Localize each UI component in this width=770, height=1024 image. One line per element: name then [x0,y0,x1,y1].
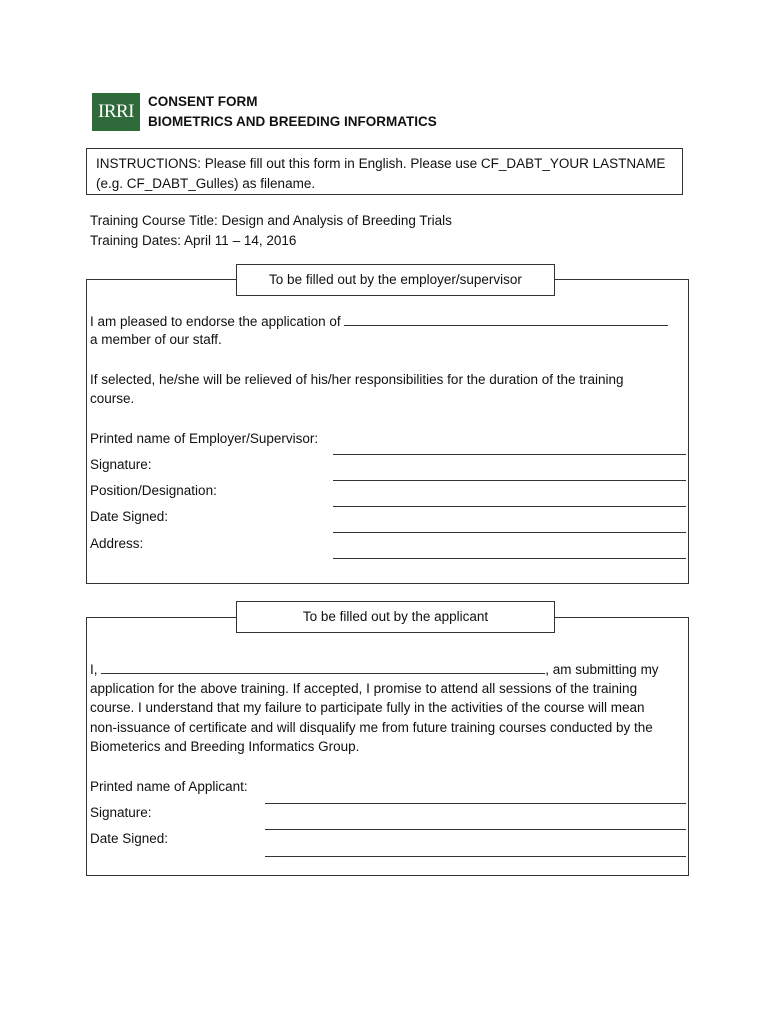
endorse-text: I am pleased to endorse the application of [90,314,341,329]
employer-printed-name-label: Printed name of Employer/Supervisor: [90,431,319,446]
logo-text: IRRI [98,101,134,122]
employer-address-label: Address: [90,536,144,551]
employer-printed-name-field[interactable] [333,454,686,455]
applicant-para-line-2: course. I understand that my failure to participate fully in the activities of the course will mean [90,700,645,715]
applicant-name-field[interactable] [344,311,668,326]
endorse-line [90,311,690,332]
applicant-statement-name-field[interactable] [101,659,545,674]
applicant-statement-line [90,659,690,680]
applicant-section-tab: To be filled out by the applicant [236,601,555,633]
course-dates: Training Dates: April 11 – 14, 2016 [90,233,297,248]
applicant-signature-label: Signature: [90,805,152,820]
employer-position-label: Position/Designation: [90,483,217,498]
form-subtitle: BIOMETRICS AND BREEDING INFORMATICS [148,114,437,129]
applicant-date-signed-label: Date Signed: [90,831,169,846]
instructions-box [86,148,683,195]
relieve-line-2: course. [90,391,135,406]
relieve-line-1: If selected, he/she will be relieved of his/her responsibilities for the duration of the training [90,372,624,387]
submitting-text: , am submitting my [545,662,659,677]
applicant-printed-name-label: Printed name of Applicant: [90,779,248,794]
applicant-i-text: I, [90,662,98,677]
applicant-printed-name-field[interactable] [265,803,686,804]
instructions-line-1: INSTRUCTIONS: Please fill out this form in English. Please use CF_DABT_YOUR LASTNAME [96,156,666,171]
employer-date-signed-label: Date Signed: [90,509,169,524]
applicant-signature-field[interactable] [265,829,686,830]
employer-date-signed-field[interactable] [333,532,686,533]
employer-address-field[interactable] [333,558,686,559]
employer-signature-label: Signature: [90,457,152,472]
applicant-para-line-1: application for the above training. If accepted, I promise to attend all sessions of the training [90,681,638,696]
course-title: Training Course Title: Design and Analysis of Breeding Trials [90,213,452,228]
irri-logo [92,93,140,131]
instructions-line-2: (e.g. CF_DABT_Gulles) as filename. [96,176,316,191]
employer-section-tab: To be filled out by the employer/supervisor [236,264,555,296]
member-text: a member of our staff. [90,332,222,347]
employer-position-field[interactable] [333,506,686,507]
applicant-para-line-3: non-issuance of certificate and will disqualify me from future training courses conducted by the [90,720,653,735]
applicant-date-signed-field[interactable] [265,856,686,857]
form-title: CONSENT FORM [148,94,258,109]
employer-signature-field[interactable] [333,480,686,481]
applicant-para-line-4: Biometerics and Breeding Informatics Group. [90,739,360,754]
